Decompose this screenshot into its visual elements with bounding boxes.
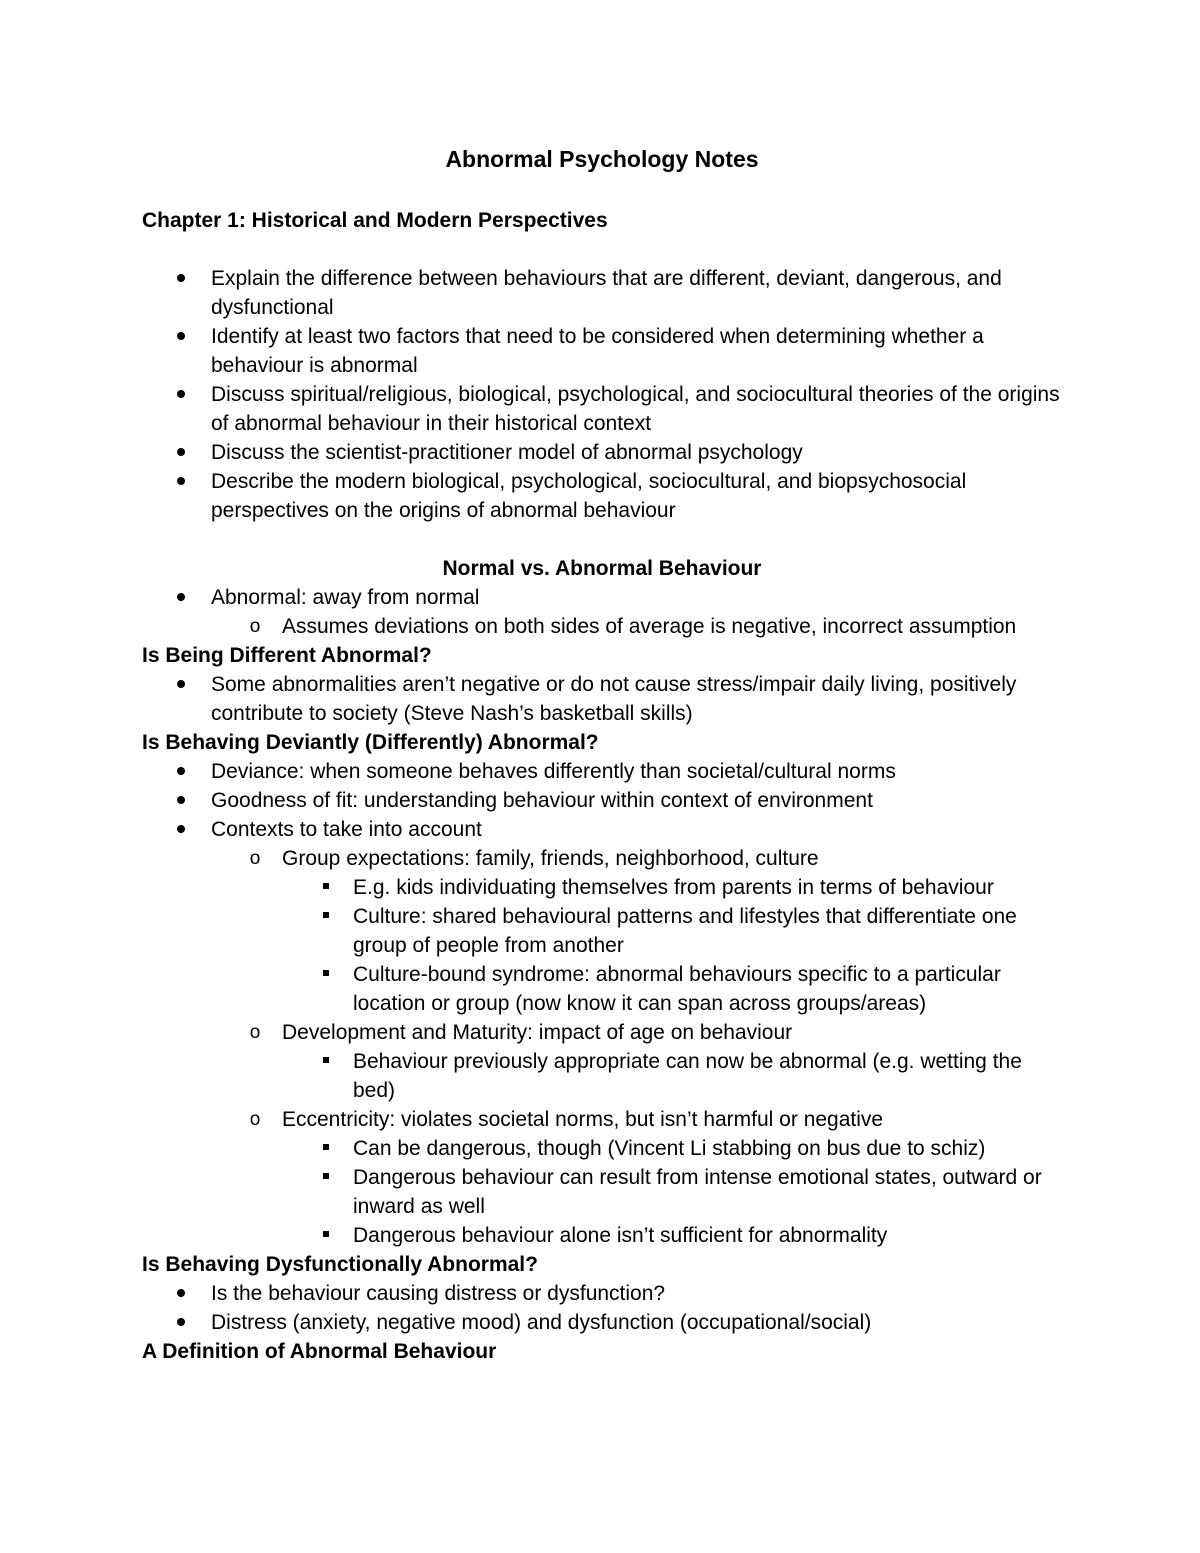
normal-sublist [142, 612, 1062, 641]
normal-list [142, 583, 1062, 612]
bullet-icon [174, 322, 188, 351]
section-heading-different: Is Being Different Abnormal? [142, 644, 432, 667]
bullet-icon [174, 438, 188, 467]
bullet-icon [174, 757, 188, 786]
context-eccentricity-items [142, 1134, 1062, 1250]
list-item: Explain the difference between behaviours that are different, deviant, dangerous, and dysfunctional [142, 264, 1062, 322]
circle-bullet-icon: o [249, 1109, 261, 1130]
square-bullet-icon [319, 960, 333, 989]
list-item: Culture: shared behavioural patterns and lifestyles that differentiate one group of people from another [142, 902, 1062, 960]
list-item: Deviance: when someone behaves differently than societal/cultural norms [142, 757, 1062, 786]
section-heading-dysfunctional: Is Behaving Dysfunctionally Abnormal? [142, 1253, 538, 1276]
circle-bullet-icon: o [249, 848, 261, 869]
bullet-icon [174, 1279, 188, 1308]
page-title: Abnormal Psychology Notes [445, 146, 759, 172]
bullet-icon [174, 264, 188, 293]
deviant-list [142, 757, 1062, 844]
bullet-icon [174, 670, 188, 699]
document-page [142, 143, 1062, 1366]
list-item: Contexts to take into account [142, 815, 1062, 844]
list-item: Abnormal: away from normal [142, 583, 1062, 612]
list-item: Culture-bound syndrome: abnormal behaviours specific to a particular location or group (now know it can span across groups/areas) [142, 960, 1062, 1018]
list-item: Behaviour previously appropriate can now be abnormal (e.g. wetting the bed) [142, 1047, 1062, 1105]
list-item: Distress (anxiety, negative mood) and dysfunction (occupational/social) [142, 1308, 1062, 1337]
square-bullet-icon [319, 1163, 333, 1192]
list-item: Dangerous behaviour alone isn’t sufficient for abnormality [142, 1221, 1062, 1250]
list-item: o Eccentricity: violates societal norms, but isn’t harmful or negative [142, 1105, 1062, 1134]
bullet-icon [174, 786, 188, 815]
list-item: Some abnormalities aren’t negative or do not cause stress/impair daily living, positively contribute to society (Steve Nash’s basketball skills) [142, 670, 1062, 728]
list-item: E.g. kids individuating themselves from parents in terms of behaviour [142, 873, 1062, 902]
bullet-icon [174, 1308, 188, 1337]
square-bullet-icon [319, 902, 333, 931]
list-item: o Group expectations: family, friends, neighborhood, culture [142, 844, 1062, 873]
dysfunctional-list [142, 1279, 1062, 1337]
section-heading-deviant: Is Behaving Deviantly (Differently) Abnormal? [142, 731, 599, 754]
list-item: Discuss spiritual/religious, biological, psychological, and sociocultural theories of the origins of abnormal behaviour in their historical context [142, 380, 1062, 438]
square-bullet-icon [319, 1047, 333, 1076]
bullet-icon [174, 583, 188, 612]
bullet-icon [174, 815, 188, 844]
square-bullet-icon [319, 873, 333, 902]
square-bullet-icon [319, 1134, 333, 1163]
square-bullet-icon [319, 1221, 333, 1250]
list-item: Is the behaviour causing distress or dysfunction? [142, 1279, 1062, 1308]
context-group-items [142, 873, 1062, 1018]
chapter-heading: Chapter 1: Historical and Modern Perspectives [142, 209, 608, 232]
bullet-icon [174, 380, 188, 409]
context-development-items [142, 1047, 1062, 1105]
circle-bullet-icon: o [249, 1022, 261, 1043]
list-item: Can be dangerous, though (Vincent Li stabbing on bus due to schiz) [142, 1134, 1062, 1163]
list-item: o Development and Maturity: impact of age on behaviour [142, 1018, 1062, 1047]
context-development-list [142, 1018, 1062, 1047]
section-heading-definition: A Definition of Abnormal Behaviour [142, 1340, 497, 1363]
list-item: Identify at least two factors that need to be considered when determining whether a behaviour is abnormal [142, 322, 1062, 380]
list-item: Goodness of fit: understanding behaviour within context of environment [142, 786, 1062, 815]
context-eccentricity-list [142, 1105, 1062, 1134]
bullet-icon [174, 467, 188, 496]
list-item: Describe the modern biological, psychological, sociocultural, and biopsychosocial perspectives on the origins of abnormal behaviour [142, 467, 1062, 525]
list-item: o Assumes deviations on both sides of average is negative, incorrect assumption [142, 612, 1062, 641]
list-item: Dangerous behaviour can result from intense emotional states, outward or inward as well [142, 1163, 1062, 1221]
different-list [142, 670, 1062, 728]
section-heading-normal-vs-abnormal: Normal vs. Abnormal Behaviour [442, 557, 762, 580]
context-group-list [142, 844, 1062, 873]
list-item: Discuss the scientist-practitioner model of abnormal psychology [142, 438, 1062, 467]
circle-bullet-icon: o [249, 616, 261, 637]
learning-objectives-list [142, 264, 1062, 525]
